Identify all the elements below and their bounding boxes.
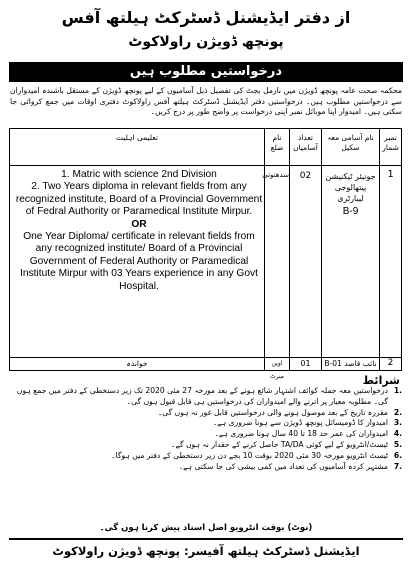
header-post: نام آسامی معہ سکیل <box>321 129 379 165</box>
posts-table <box>9 128 402 380</box>
header-count: تعداد آسامیاں <box>289 129 321 165</box>
row1-post-name: جونیئر ٹیکنیشن <box>325 172 376 181</box>
office-header <box>24 6 388 60</box>
row2-post: نائب قاصد B-01 <box>321 357 379 370</box>
row1-serial: 1 <box>379 165 401 357</box>
list-item: .2 مقررہ تاریخ کے بعد موصول ہونے والی درخواستیں قابل غور نہ ہوں گی۔ <box>157 407 402 417</box>
header-line-2: پونچھ ڈویژن راولاکوٹ <box>128 34 284 50</box>
header-district: نام ضلع <box>264 129 289 165</box>
row2-count: 01 <box>289 357 321 370</box>
qualification-or: OR <box>131 218 147 230</box>
row1-district: سدھنوتی <box>264 165 289 357</box>
applications-wanted-banner: درخواستیں مطلوب ہیں <box>9 62 403 82</box>
qualification-line-1: 1. Matric with science 2nd Division <box>61 169 217 180</box>
footer-title: ایڈیشنل ڈسٹرکٹ ہیلتھ آفیسر: <box>183 544 360 558</box>
row2-qualification: خواندہ <box>126 359 148 368</box>
list-item: .6 ٹیسٹ انٹرویو مورخہ 30 مئی 2020 بوقت 10 بجے دن زیر دستخطی کے دفتر میں ہوگا۔ <box>111 450 402 460</box>
list-item: .1 درخواستیں معہ جملہ کوائف اشتہار شائع ہونے کے بعد مورخہ 27 مئی 2020 تک زیر دستخطی کے دفتر میں جمع ہوں گی۔ مطلوبہ معیار پر اترنے والے امیدواران کی درخواستیں ہی قابل قبول ہوں گی۔ <box>16 386 402 406</box>
header-line-1: از دفتر ایڈیشنل ڈسٹرکٹ ہیلتھ آفس <box>61 8 351 27</box>
table-row <box>10 357 401 380</box>
footer-place: پونچھ ڈویژن راولاکوٹ <box>52 544 180 558</box>
list-item: .4 امیدواران کی عمر حد 18 تا 40 سال ہونا ضروری ہے۔ <box>214 429 402 439</box>
qualification-line-2: 2. Two Years diploma in relevant fields from any recognized institute, Board of a Provincial Government of Fedral Authority or Paramedical Institute Mirpur. <box>15 181 263 218</box>
row1-post-dept: پیتھالوجی لیبارٹری <box>334 183 367 203</box>
row2-serial: 2 <box>379 357 401 370</box>
header-qualification: تعلیمی اہلیت <box>115 133 158 142</box>
intro-paragraph: محکمہ صحت عامہ پونچھ ڈویژن میں نارمل بجٹ کی تفصیل ذیل آسامیوں کے لیے پونچھ ڈویژن کے مستقل باشندہ امیدواران سے درخواستیں مطلوب ہیں۔ درخواستیں دفتر ایڈیشنل ڈسٹرکٹ ہیلتھ آفس راولاکوٹ دفتری اوقات میں جمع کروائی جا سکتی ہیں۔ امیدوار اپنا موبائل نمبر اپنی درخواست پر واضح طور پر درج کریں۔ <box>10 86 402 117</box>
signature-footer <box>9 538 403 562</box>
row1-qualification <box>14 169 264 293</box>
row1-count: 02 <box>289 165 321 357</box>
interview-note: (نوٹ) بوقت انٹرویو اصل اسناد پیش کرنا ہوں گی۔ <box>99 523 313 533</box>
list-item: .7 مشتہر کردہ آسامیوں کی تعداد میں کمی بیشی کی جا سکتی ہے۔ <box>178 461 402 471</box>
row1-post <box>321 165 379 357</box>
row2-district: اوپن میرٹ <box>264 357 289 370</box>
table-header-row <box>10 129 401 166</box>
conditions-title: شرائط <box>362 374 400 387</box>
row1-qualification-cell <box>10 165 264 357</box>
conditions-list <box>12 386 402 514</box>
list-item: .3 امیدوار کا ڈومیسائل پونچھ ڈویژن سے ہونا ضروری ہے۔ <box>212 418 402 428</box>
list-item: .5 ٹیسٹ/انٹرویو کے لیے کوئی TA/DA حاصل کرنے کے حقدار نہ ہوں گے۔ <box>171 439 402 449</box>
row1-post-scale: B-9 <box>342 206 359 217</box>
table-row <box>10 165 401 358</box>
qualification-line-3: One Year Diploma/ certificate in relevant fields from any recognized institute/ Board of a Provincial Government of Federal Authority or Paramedical Institute Mirpur with 03 Years experience in any Govt Hospital. <box>20 231 258 292</box>
header-serial: نمبر شمار <box>379 129 401 165</box>
